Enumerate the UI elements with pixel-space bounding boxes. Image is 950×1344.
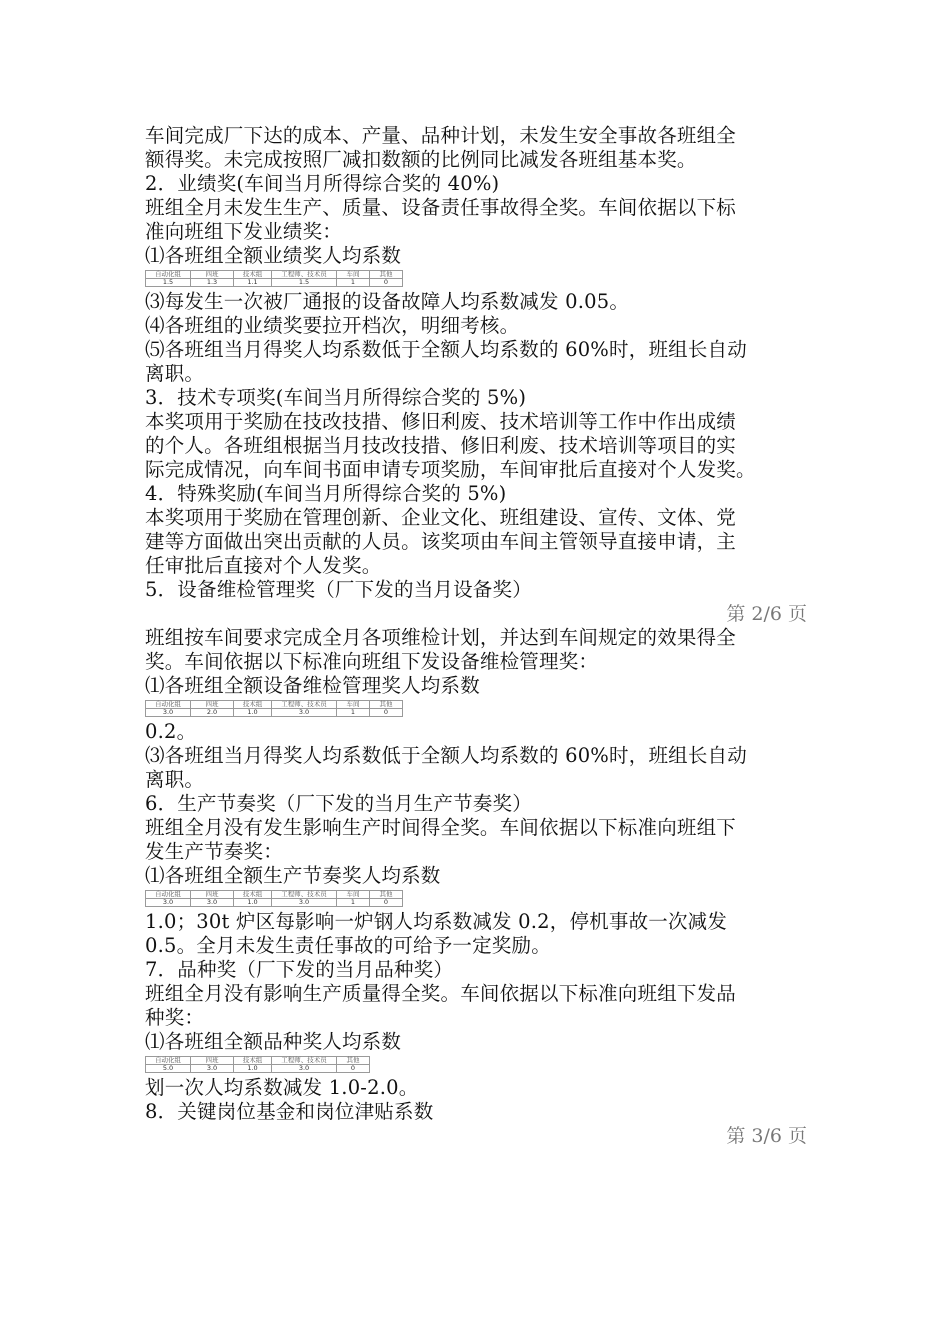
table-header-cell: 技术组 <box>234 271 272 279</box>
list-item-1: ⑴各班组全额品种奖人均系数 <box>145 1030 402 1053</box>
table-cell: 1.0 <box>234 1065 272 1073</box>
paragraph-line: 的个人。各班组根据当月技改技措、修旧利废、技术培训等项目的实 <box>145 434 737 457</box>
table-header-cell: 车间 <box>337 271 370 279</box>
paragraph-line: 本奖项用于奖励在管理创新、企业文化、班组建设、宣传、文体、党 <box>145 506 737 529</box>
table-cell: 2.0 <box>191 709 234 717</box>
table-cell: 1.0 <box>234 709 272 717</box>
table-header-cell: 技术组 <box>234 701 272 709</box>
table-cell: 1.3 <box>191 279 234 287</box>
paragraph-line: 班组按车间要求完成全月各项维检计划，并达到车间规定的效果得全 <box>145 626 737 649</box>
list-item-1: ⑴各班组全额生产节奏奖人均系数 <box>145 864 441 887</box>
section-heading-6: 6．生产节奏奖（厂下发的当月生产节奏奖） <box>145 792 532 815</box>
text-block-5 <box>145 910 807 1054</box>
table-header-cell: 工程师、技术员 <box>272 701 337 709</box>
table-header-cell: 技术组 <box>234 1057 272 1065</box>
table-header-cell: 其他 <box>370 271 403 279</box>
table-header-cell: 其他 <box>337 1057 370 1065</box>
table-cell: 1 <box>337 899 370 907</box>
table-cell: 3.0 <box>272 1065 337 1073</box>
page-number: 第 3/6 页 <box>726 1125 807 1147</box>
table-cell: 1.1 <box>234 279 272 287</box>
table-header-cell: 自动化组 <box>146 701 191 709</box>
paragraph-line: 班组全月没有影响生产质量得全奖。车间依据以下标准向班组下发品 <box>145 982 737 1005</box>
paragraph-line: 离职。 <box>145 362 205 385</box>
text-block-3 <box>145 626 807 698</box>
table-cell: 0 <box>370 709 403 717</box>
paragraph-line: 建等方面做出突出贡献的人员。该奖项由车间主管领导直接申请，主 <box>145 530 737 553</box>
paragraph-line: 1.0；30t 炉区每影响一炉钢人均系数减发 0.2，停机事故一次减发 <box>145 910 728 933</box>
table-header-cell: 其他 <box>370 701 403 709</box>
table-cell: 3.0 <box>191 899 234 907</box>
section-heading-4: 4．特殊奖励(车间当月所得综合奖的 5%) <box>145 482 507 505</box>
table-cell: 1 <box>337 279 370 287</box>
list-item-1: ⑴各班组全额业绩奖人均系数 <box>145 244 402 267</box>
coefficient-table-4 <box>145 1056 370 1073</box>
paragraph-line: 车间完成厂下达的成本、产量、品种计划，未发生安全事故各班组全 <box>145 124 737 147</box>
paragraph-line: 本奖项用于奖励在技改技措、修旧利废、技术培训等工作中作出成绩 <box>145 410 737 433</box>
table-header-cell: 车间 <box>337 701 370 709</box>
table-header-cell: 技术组 <box>234 891 272 899</box>
table-header-cell: 车间 <box>337 891 370 899</box>
table-cell: 1 <box>337 709 370 717</box>
paragraph-line: 额得奖。未完成按照厂减扣数额的比例同比减发各班组基本奖。 <box>145 148 697 171</box>
table-cell: 3.0 <box>146 709 191 717</box>
table-cell: 1.0 <box>234 899 272 907</box>
table-header-cell: 四班 <box>191 271 234 279</box>
table-header-cell: 自动化组 <box>146 891 191 899</box>
paragraph-line: 准向班组下发业绩奖： <box>145 220 343 243</box>
section-heading-2: 2．业绩奖(车间当月所得综合奖的 40%) <box>145 172 500 195</box>
table-header-cell: 工程师、技术员 <box>272 891 337 899</box>
page-number: 第 2/6 页 <box>726 603 807 625</box>
list-item-3: ⑶每发生一次被厂通报的设备故障人均系数减发 0.05。 <box>145 290 630 313</box>
list-item-5: ⑸各班组当月得奖人均系数低于全额人均系数的 60%时，班组长自动 <box>145 338 747 361</box>
text-block-4 <box>145 720 807 888</box>
table-header-cell: 工程师、技术员 <box>272 271 337 279</box>
paragraph-line: 0.5。全月未发生责任事故的可给予一定奖励。 <box>145 934 551 957</box>
table-header-cell: 其他 <box>370 891 403 899</box>
text-block-2 <box>145 290 807 602</box>
list-item-3: ⑶各班组当月得奖人均系数低于全额人均系数的 60%时，班组长自动 <box>145 744 747 767</box>
paragraph-line: 种奖： <box>145 1006 205 1029</box>
table-cell: 1.5 <box>146 279 191 287</box>
coefficient-table-1 <box>145 270 403 287</box>
table-cell: 5.0 <box>146 1065 191 1073</box>
table-cell: 0 <box>337 1065 370 1073</box>
table-cell: 0 <box>370 899 403 907</box>
paragraph-line: 任审批后直接对个人发奖。 <box>145 554 382 577</box>
text-block-1 <box>145 124 807 268</box>
list-item-4: ⑷各班组的业绩奖要拉开档次，明细考核。 <box>145 314 520 337</box>
text-block-6 <box>145 1076 807 1124</box>
paragraph-line: 划一次人均系数减发 1.0-2.0。 <box>145 1076 419 1099</box>
table-header-cell: 自动化组 <box>146 271 191 279</box>
paragraph-line: 0.2。 <box>145 720 197 743</box>
paragraph-line: 班组全月未发生生产、质量、设备责任事故得全奖。车间依据以下标 <box>145 196 737 219</box>
paragraph-line: 发生产节奏奖： <box>145 840 283 863</box>
table-cell: 0 <box>370 279 403 287</box>
section-heading-7: 7．品种奖（厂下发的当月品种奖） <box>145 958 454 981</box>
coefficient-table-2 <box>145 700 403 717</box>
document-page <box>145 124 807 1148</box>
paragraph-line: 班组全月没有发生影响生产时间得全奖。车间依据以下标准向班组下 <box>145 816 737 839</box>
paragraph-line: 奖。车间依据以下标准向班组下发设备维检管理奖： <box>145 650 599 673</box>
section-heading-3: 3．技术专项奖(车间当月所得综合奖的 5%) <box>145 386 527 409</box>
paragraph-line: 际完成情况，向车间书面申请专项奖励，车间审批后直接对个人发奖。 <box>145 458 756 481</box>
section-heading-8: 8．关键岗位基金和岗位津贴系数 <box>145 1100 434 1123</box>
coefficient-table-3 <box>145 890 403 907</box>
table-header-cell: 四班 <box>191 891 234 899</box>
table-header-cell: 四班 <box>191 1057 234 1065</box>
paragraph-line: 离职。 <box>145 768 205 791</box>
table-header-cell: 工程师、技术员 <box>272 1057 337 1065</box>
table-cell: 3.0 <box>272 709 337 717</box>
table-cell: 3.0 <box>191 1065 234 1073</box>
table-cell: 3.0 <box>146 899 191 907</box>
section-heading-5: 5．设备维检管理奖（厂下发的当月设备奖） <box>145 578 532 601</box>
list-item-1: ⑴各班组全额设备维检管理奖人均系数 <box>145 674 480 697</box>
table-header-cell: 自动化组 <box>146 1057 191 1065</box>
table-cell: 1.5 <box>272 279 337 287</box>
table-header-cell: 四班 <box>191 701 234 709</box>
table-cell: 3.0 <box>272 899 337 907</box>
